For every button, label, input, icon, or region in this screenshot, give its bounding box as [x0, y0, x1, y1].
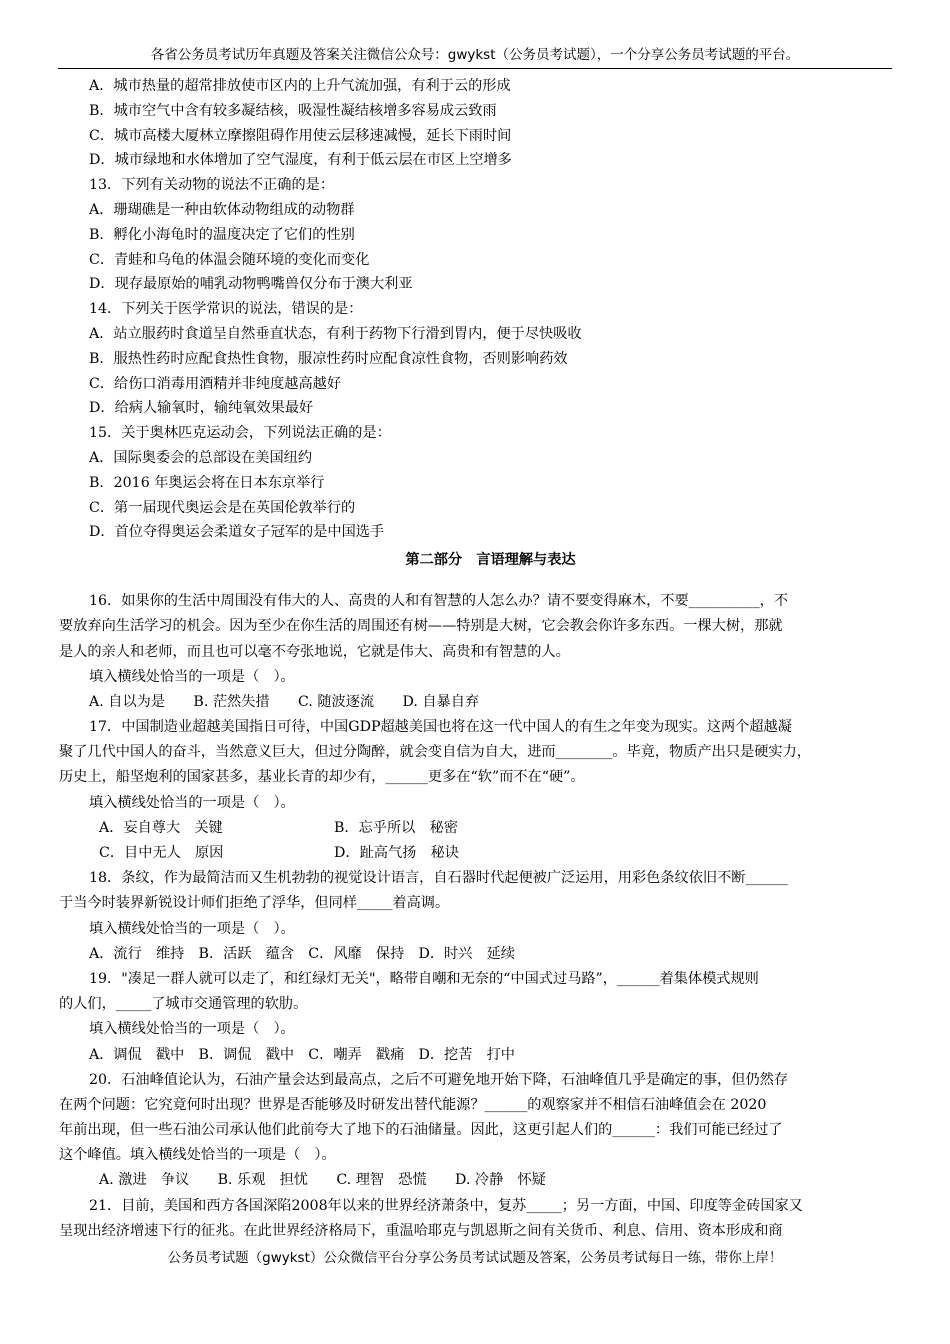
- question-17: [59, 715, 892, 791]
- q17-option-b: B．忘乎所以 秘密: [334, 819, 458, 836]
- q20-line: 年前出现，但一些石油公司承认他们此前夸大了地下的石油储量。因此，这更引起人们的______：我们可能已经过了: [59, 1122, 783, 1139]
- q19-options: A．调侃 戳中 B．调侃 戳中 C．嘲弄 戳痛 D．挖苦 打中: [89, 1046, 515, 1063]
- q16-line: 是人的亲人和老师，而且也可以毫不夸张地说，它就是伟大、高贵和有智慧的人。: [59, 643, 570, 660]
- q17-options-row1: [89, 816, 892, 841]
- answer-option: A．国际奥委会的总部设在美国纽约: [89, 449, 313, 466]
- answer-option: B．2016 年奥运会将在日本东京举行: [89, 474, 325, 491]
- q18-line: 于当今时装界新锐设计师们拒绝了浮华，但同样_____着高调。: [59, 895, 450, 912]
- question-stem: 14．下列关于医学常识的说法，错误的是：: [89, 301, 363, 318]
- answer-option: D．给病人输氧时，输纯氧效果最好: [89, 400, 314, 417]
- document-body: [59, 74, 892, 1244]
- q16-prompt: 填入横线处恰当的一项是（ ）。: [89, 668, 295, 685]
- q20-options: A. 激进 争议 B. 乐观 担忧 C. 理智 恐慌 D. 冷静 怀疑: [99, 1172, 546, 1189]
- answer-option: B．孵化小海龟时的温度决定了它们的性别: [89, 226, 355, 243]
- answer-option: C．第一届现代奥运会是在英国伦敦举行的: [89, 499, 356, 516]
- answer-option: C．青蛙和乌龟的体温会随环境的变化而变化: [89, 251, 370, 268]
- header-rule: [58, 68, 892, 69]
- answer-option: C．城市高楼大厦林立摩擦阻碍作用使云层移速减慢，延长下雨时间: [89, 127, 512, 144]
- q19-line: 19．"凑足一群人就可以走了，和红绿灯无关"，略带自嘲和无奈的“中国式过马路”，______着集体模式规则: [89, 970, 759, 987]
- question-20: [59, 1068, 892, 1169]
- answer-option: D．首位夺得奥运会柔道女子冠军的是中国选手: [89, 524, 385, 541]
- page-footer: 公务员考试题（gwykst）公众微信平台分享公务员考试试题及答案，公务员考试每日一练，带你上岸！: [167, 1250, 783, 1266]
- q17-option-a: A．妄自尊大 关键: [99, 819, 223, 836]
- q20-line: 在两个问题：它究竟何时出现？世界是否能够及时研发出替代能源？______的观察家并不相信石油峰值会在 2020: [59, 1096, 767, 1113]
- answer-option: C．给伤口消毒用酒精并非纯度越高越好: [89, 375, 342, 392]
- question-16: [59, 589, 892, 665]
- q18-line: 18．条纹，作为最简洁而又生机勃勃的视觉设计语言，自石器时代起便被广泛运用，用彩色条纹依旧不断______: [89, 870, 789, 887]
- answer-option: A．站立服药时食道呈自然垂直状态，有利于药物下行滑到胃内，便于尽快吸收: [89, 325, 582, 342]
- q18-options: A．流行 维持 B．活跃 蕴含 C．风靡 保持 D．时兴 延续: [89, 945, 515, 962]
- question-stem: 13．下列有关动物的说法不正确的是：: [89, 177, 335, 194]
- q16-line: 16．如果你的生活中周围没有伟大的人、高贵的人和有智慧的人怎么办？请不要变得麻木，不要__________，不: [89, 593, 789, 610]
- q21-line: 呈现出经济增速下行的征兆。在此世界经济格局下，重温哈耶克与凯恩斯之间有关货币、利息、信用、资本形成和商: [59, 1222, 783, 1239]
- q19-prompt: 填入横线处恰当的一项是（ ）。: [89, 1021, 295, 1038]
- q17-options-row2: [89, 841, 892, 866]
- question-18: [59, 866, 892, 916]
- answer-option: A．珊瑚礁是一种由软体动物组成的动物群: [89, 201, 355, 218]
- question-stem: 15．关于奥林匹克运动会，下列说法正确的是：: [89, 425, 391, 442]
- q17-option-d: D．趾高气扬 秘诀: [334, 845, 459, 862]
- answer-option: D．城市绿地和水体增加了空气湿度，有利于低云层在市区上空增多: [89, 152, 512, 169]
- answer-option: D．现存最原始的哺乳动物鸭嘴兽仅分布于澳大利亚: [89, 276, 413, 293]
- q17-option-c: C．目中无人 原因: [99, 845, 224, 862]
- q17-line: 历史上，船坚炮利的国家甚多，基业长青的却少有，______更多在“软”而不在“硬”。: [59, 769, 585, 786]
- q17-prompt: 填入横线处恰当的一项是（ ）。: [89, 794, 295, 811]
- q16-line: 要放弃向生活学习的机会。因为至少在你生活的周围还有树——特别是大树，它会教会你许多东西。一棵大树，那就: [59, 618, 783, 635]
- question-21: [59, 1194, 892, 1244]
- q20-line: 这个峰值。填入横线处恰当的一项是（ ）。: [59, 1147, 336, 1164]
- q19-line: 的人们，_____了城市交通管理的软肋。: [59, 996, 308, 1013]
- answer-option: A．城市热量的超常排放使市区内的上升气流加强，有利于云的形成: [89, 78, 511, 94]
- answer-option: B．城市空气中含有较多凝结核，吸湿性凝结核增多容易成云致雨: [89, 102, 497, 119]
- part1-questions: [89, 74, 892, 545]
- q18-prompt: 填入横线处恰当的一项是（ ）。: [89, 920, 295, 937]
- q20-line: 20．石油峰值论认为，石油产量会达到最高点，之后不可避免地开始下降，石油峰值几乎是确定的事，但仍然存: [89, 1071, 789, 1088]
- q16-options: A. 自以为是 B. 茫然失措 C. 随波逐流 D. 自暴自弃: [89, 693, 480, 710]
- section-gap: [89, 575, 892, 589]
- answer-option: B．服热性药时应配食热性食物，服凉性药时应配食凉性食物，否则影响药效: [89, 350, 568, 367]
- q17-line: 17．中国制造业超越美国指日可待，中国GDP超越美国也将在这一代中国人的有生之年变为现实。这两个超越凝: [89, 719, 792, 736]
- page-header: 各省公务员考试历年真题及答案关注微信公众号：gwykst（公务员考试题），一个分享公务员考试题的平台。: [150, 47, 800, 63]
- q17-line: 聚了几代中国人的奋斗，当然意义巨大，但过分陶醉，就会变自信为自大，进而________。毕竟，物质产出只是硬实力，: [59, 744, 811, 761]
- section-title: 第二部分 言语理解与表达: [405, 552, 576, 569]
- question-19: [59, 967, 892, 1017]
- q21-line: 21．目前，美国和西方各国深陷2008年以来的世界经济萧条中，复苏_____；另一方面，中国、印度等金砖国家又: [89, 1197, 803, 1214]
